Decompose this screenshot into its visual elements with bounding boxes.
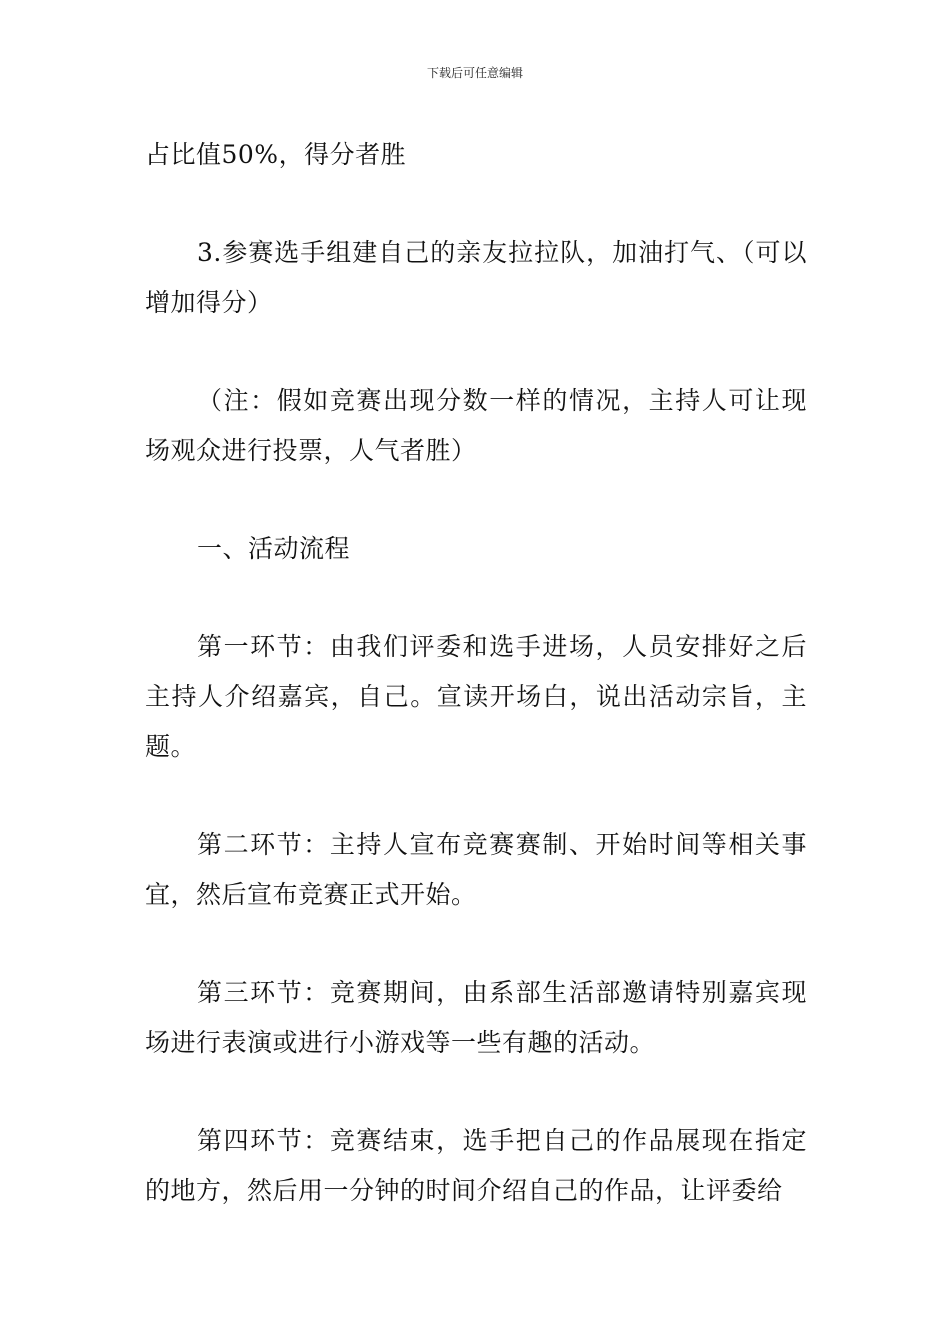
section-heading-activity-flow: 一、活动流程 (197, 534, 351, 563)
paragraph-tie-note: （注：假如竞赛出现分数一样的情况，主持人可让现场观众进行投票，人气者胜） (145, 386, 807, 465)
document-body (145, 130, 807, 1216)
paragraph-step-two: 第二环节：主持人宣布竞赛赛制、开始时间等相关事宜，然后宣布竞赛正式开始。 (145, 830, 807, 909)
paragraph-score-ratio: 占比值50%，得分者胜 (145, 140, 407, 169)
paragraph-cheer-team: 3.参赛选手组建自己的亲友拉拉队，加油打气、（可以增加得分） (145, 238, 807, 317)
page-header: 下载后可任意编辑 (426, 66, 523, 80)
paragraph-step-four: 第四环节：竞赛结束，选手把自己的作品展现在指定的地方，然后用一分钟的时间介绍自己的作品，让评委给 (145, 1126, 807, 1205)
paragraph-step-three: 第三环节：竞赛期间，由系部生活部邀请特别嘉宾现场进行表演或进行小游戏等一些有趣的活动。 (145, 978, 807, 1057)
paragraph-step-one: 第一环节：由我们评委和选手进场，人员安排好之后主持人介绍嘉宾，自己。宣读开场白，说出活动宗旨，主题。 (145, 632, 807, 761)
